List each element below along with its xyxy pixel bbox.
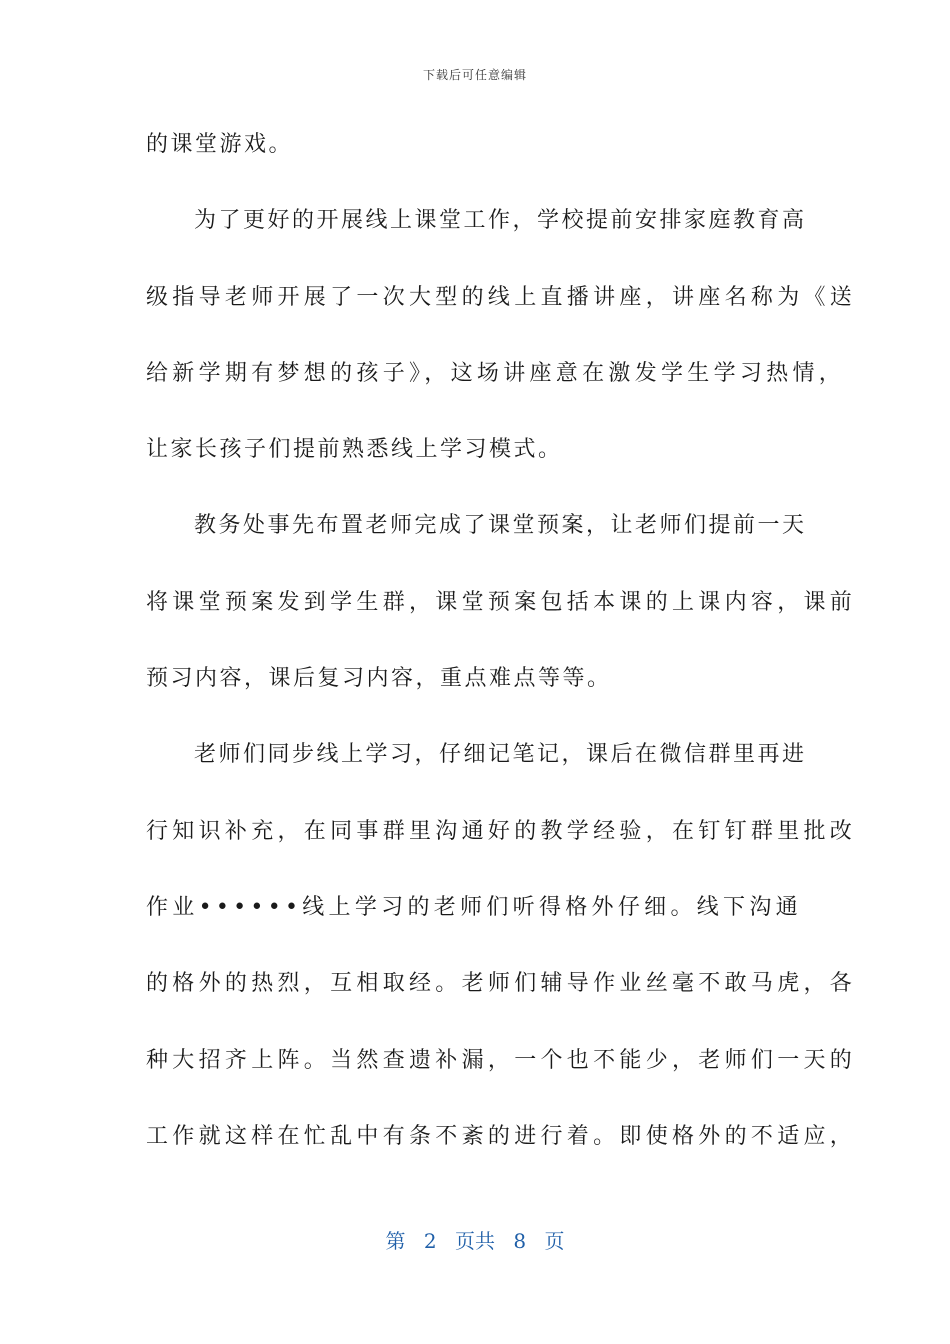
page-header: 下载后可任意编辑 xyxy=(422,68,527,82)
paragraph-line: 给新学期有梦想的孩子》，这场讲座意在激发学生学习热情， xyxy=(146,360,846,386)
document-body xyxy=(146,121,857,1189)
page-label-prefix: 第 xyxy=(385,1229,406,1253)
paragraph-line: 预习内容，课后复习内容，重点难点等等。 xyxy=(146,666,612,692)
page-footer xyxy=(0,1225,950,1254)
paragraph-line: 将课堂预案发到学生群，课堂预案包括本课的上课内容，课前 xyxy=(146,589,857,615)
paragraph-line: 的课堂游戏。 xyxy=(146,132,294,157)
page-label-mid: 页共 xyxy=(455,1229,495,1253)
paragraph-line: 级指导老师开展了一次大型的线上直播讲座，讲座名称为《送 xyxy=(146,284,857,310)
paragraph-line: 行知识补充，在同事群里沟通好的教学经验，在钉钉群里批改 xyxy=(146,818,857,844)
paragraph-line: 老师们同步线上学习，仔细记笔记，课后在微信群里再进 xyxy=(194,742,807,768)
paragraph-line: 为了更好的开展线上课堂工作，学校提前安排家庭教育高 xyxy=(194,208,807,234)
page-label-suffix: 页 xyxy=(544,1229,565,1253)
paragraph-line: 作业••••••线上学习的老师们听得格外仔细。线下沟通 xyxy=(146,894,802,920)
paragraph-line: 教务处事先布置老师完成了课堂预案，让老师们提前一天 xyxy=(194,513,807,539)
paragraph-line: 的格外的热烈，互相取经。老师们辅导作业丝毫不敢马虎，各 xyxy=(146,971,857,997)
total-pages-number: 8 xyxy=(513,1229,527,1253)
paragraph-line: 种大招齐上阵。当然查遗补漏，一个也不能少，老师们一天的 xyxy=(146,1047,857,1073)
current-page-number: 2 xyxy=(423,1229,437,1253)
paragraph-line: 让家长孩子们提前熟悉线上学习模式。 xyxy=(146,437,563,463)
paragraph-line: 工作就这样在忙乱中有条不紊的进行着。即使格外的不适应， xyxy=(146,1123,857,1149)
